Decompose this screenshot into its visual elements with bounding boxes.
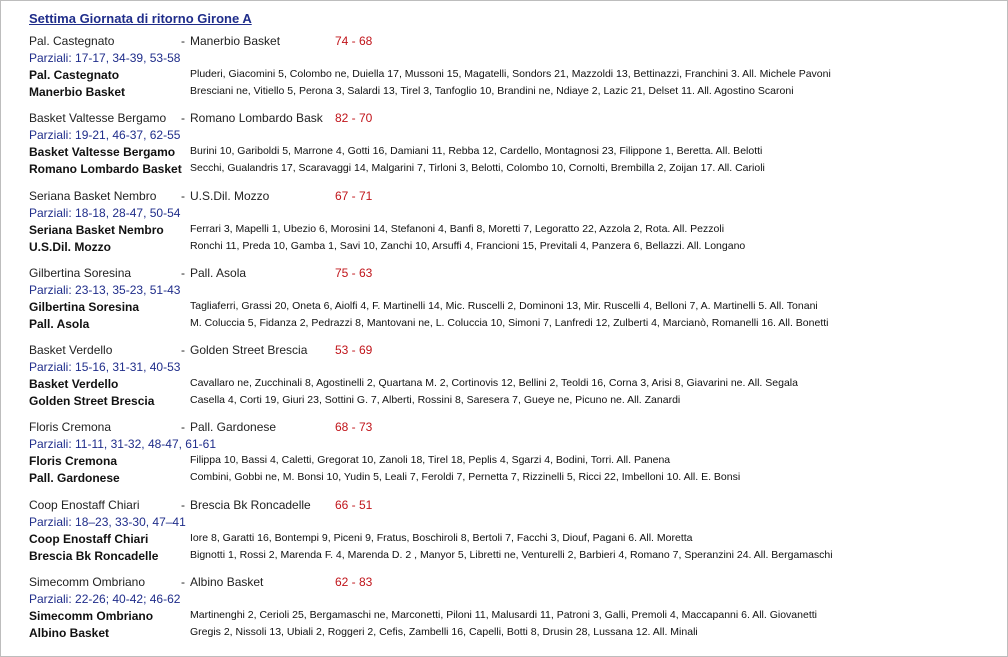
away-players-list: M. Coluccia 5, Fidanza 2, Pedrazzi 8, Mantovani ne, L. Coluccia 10, Simoni 7, Lanfredi 12, Zulberti 4, Marcianò, Romanelli 16. All. Bonetti (190, 317, 829, 329)
page-title[interactable]: Settima Giornata di ritorno Girone A (29, 11, 252, 26)
versus-dash: - (181, 266, 185, 280)
final-score: 66 - 51 (335, 498, 373, 512)
away-team-label: Brescia Bk Roncadelle (29, 549, 159, 563)
versus-dash: - (181, 343, 185, 357)
home-team-label: Pal. Castegnato (29, 68, 120, 82)
versus-dash: - (181, 420, 185, 434)
home-players-list: Ferrari 3, Mapelli 1, Ubezio 6, Morosini 14, Stefanoni 4, Banfi 8, Moretti 7, Legoratto 22, Azzola 2, Rota. All. Pezzoli (190, 223, 725, 235)
home-team-name: Basket Verdello (29, 343, 113, 357)
away-team-name: Albino Basket (190, 575, 264, 589)
away-team-label: Manerbio Basket (29, 85, 126, 99)
final-score: 74 - 68 (335, 34, 373, 48)
home-team-label: Floris Cremona (29, 454, 118, 468)
away-team-label: Albino Basket (29, 626, 110, 640)
home-team-label: Gilbertina Soresina (29, 300, 140, 314)
final-score: 67 - 71 (335, 189, 373, 203)
away-players-list: Bignotti 1, Rossi 2, Marenda F. 4, Marenda D. 2 , Manyor 5, Libretti ne, Venturelli 2, Barbieri 4, Romano 7, Speranzini 24. All. Bergamaschi (190, 549, 833, 561)
home-players-list: Martinenghi 2, Cerioli 25, Bergamaschi ne, Marconetti, Piloni 11, Malusardi 11, Patroni 3, Galli, Premoli 4, Maccapanni 6. All. Giovanetti (190, 609, 817, 621)
away-team-label: Golden Street Brescia (29, 394, 155, 408)
home-team-name: Coop Enostaff Chiari (29, 498, 140, 512)
match-block (29, 34, 1004, 106)
away-team-label: Pall. Gardonese (29, 471, 120, 485)
quarter-partials: Parziali: 18–23, 33-30, 47–41 (29, 515, 186, 529)
quarter-partials: Parziali: 18-18, 28-47, 50-54 (29, 206, 181, 220)
match-block (29, 498, 1004, 570)
home-players-list: Filippa 10, Bassi 4, Caletti, Gregorat 10, Zanoli 18, Tirel 18, Peplis 4, Sgarzi 4, Bodini, Torri. All. Panena (190, 454, 671, 466)
versus-dash: - (181, 498, 185, 512)
home-players-list: Iore 8, Garatti 16, Bontempi 9, Piceni 9, Fratus, Boschiroli 8, Bertoli 7, Facchi 3, Diouf, Pagani 6. All. Moretta (190, 532, 693, 544)
versus-dash: - (181, 575, 185, 589)
home-team-label: Seriana Basket Nembro (29, 223, 164, 237)
match-block (29, 420, 1004, 492)
home-team-name: Basket Valtesse Bergamo (29, 111, 167, 125)
home-team-label: Coop Enostaff Chiari (29, 532, 149, 546)
quarter-partials: Parziali: 23-13, 35-23, 51-43 (29, 283, 181, 297)
match-block (29, 343, 1004, 415)
home-players-list: Burini 10, Gariboldi 5, Marrone 4, Gotti 16, Damiani 11, Rebba 12, Cardello, Montagnosi 23, Filippone 1, Beretta. All. Belotti (190, 145, 763, 157)
away-team-label: Romano Lombardo Basket (29, 162, 182, 176)
home-players-list: Cavallaro ne, Zucchinali 8, Agostinelli 2, Quartana M. 2, Cortinovis 12, Bellini 2, Teoldi 16, Corna 3, Arisi 8, Giavarini ne. All. Segala (190, 377, 798, 389)
match-block (29, 111, 1004, 183)
versus-dash: - (181, 34, 185, 48)
final-score: 53 - 69 (335, 343, 373, 357)
versus-dash: - (181, 189, 185, 203)
final-score: 75 - 63 (335, 266, 373, 280)
home-team-name: Simecomm Ombriano (29, 575, 146, 589)
away-team-name: Brescia Bk Roncadelle (190, 498, 311, 512)
home-team-label: Basket Valtesse Bergamo (29, 145, 176, 159)
away-players-list: Gregis 2, Nissoli 13, Ubiali 2, Roggeri 2, Cefis, Zambelli 16, Capelli, Botti 8, Drusin 28, Lussana 12. All. Minali (190, 626, 698, 638)
versus-dash: - (181, 111, 185, 125)
away-players-list: Combini, Gobbi ne, M. Bonsi 10, Yudin 5, Leali 7, Feroldi 7, Pernetta 7, Rizzinelli 5, Ricci 22, Imbelloni 10. All. E. Bonsi (190, 471, 741, 483)
away-players-list: Bresciani ne, Vitiello 5, Perona 3, Salardi 13, Tirel 3, Tanfoglio 10, Brandini ne, Ndiaye 2, Lazic 21, Delset 11. All. Agostino Scaroni (190, 85, 794, 97)
away-players-list: Casella 4, Corti 19, Giuri 23, Sottini G. 7, Alberti, Rossini 8, Saresera 7, Gueye ne, Picuno ne. All. Zanardi (190, 394, 681, 406)
away-team-name: Pall. Gardonese (190, 420, 277, 434)
final-score: 68 - 73 (335, 420, 373, 434)
match-block (29, 189, 1004, 261)
home-team-name: Gilbertina Soresina (29, 266, 132, 280)
away-team-name: Romano Lombardo Bask (190, 111, 323, 125)
quarter-partials: Parziali: 11-11, 31-32, 48-47, 61-61 (29, 437, 217, 451)
away-team-name: Pall. Asola (190, 266, 247, 280)
quarter-partials: Parziali: 15-16, 31-31, 40-53 (29, 360, 181, 374)
home-team-name: Pal. Castegnato (29, 34, 115, 48)
away-team-name: U.S.Dil. Mozzo (190, 189, 270, 203)
away-players-list: Secchi, Gualandris 17, Scaravaggi 14, Malgarini 7, Tirloni 3, Belotti, Colombo 10, Cornolti, Brembilla 2, Zoijan 17. All. Carioli (190, 162, 765, 174)
quarter-partials: Parziali: 19-21, 46-37, 62-55 (29, 128, 181, 142)
home-team-label: Basket Verdello (29, 377, 119, 391)
away-team-label: U.S.Dil. Mozzo (29, 240, 111, 254)
away-team-name: Manerbio Basket (190, 34, 281, 48)
final-score: 82 - 70 (335, 111, 373, 125)
home-team-name: Seriana Basket Nembro (29, 189, 157, 203)
home-team-label: Simecomm Ombriano (29, 609, 154, 623)
match-block (29, 575, 1004, 647)
final-score: 62 - 83 (335, 575, 373, 589)
home-players-list: Tagliaferri, Grassi 20, Oneta 6, Aiolfi 4, F. Martinelli 14, Mic. Ruscelli 2, Dominoni 13, Mir. Ruscelli 4, Belloni 7, A. Martinelli 5. All. Tonani (190, 300, 818, 312)
home-team-name: Floris Cremona (29, 420, 112, 434)
match-block (29, 266, 1004, 338)
quarter-partials: Parziali: 17-17, 34-39, 53-58 (29, 51, 181, 65)
away-team-label: Pall. Asola (29, 317, 90, 331)
quarter-partials: Parziali: 22-26; 40-42; 46-62 (29, 592, 181, 606)
home-players-list: Pluderi, Giacomini 5, Colombo ne, Duiella 17, Mussoni 15, Magatelli, Sondors 21, Mazzoldi 13, Bettinazzi, Franchini 3. All. Michele Pavoni (190, 68, 831, 80)
away-players-list: Ronchi 11, Preda 10, Gamba 1, Savi 10, Zanchi 10, Arsuffi 4, Francioni 15, Previtali 4, Panzera 6, Bellazzi. All. Longano (190, 240, 746, 252)
away-team-name: Golden Street Brescia (190, 343, 308, 357)
